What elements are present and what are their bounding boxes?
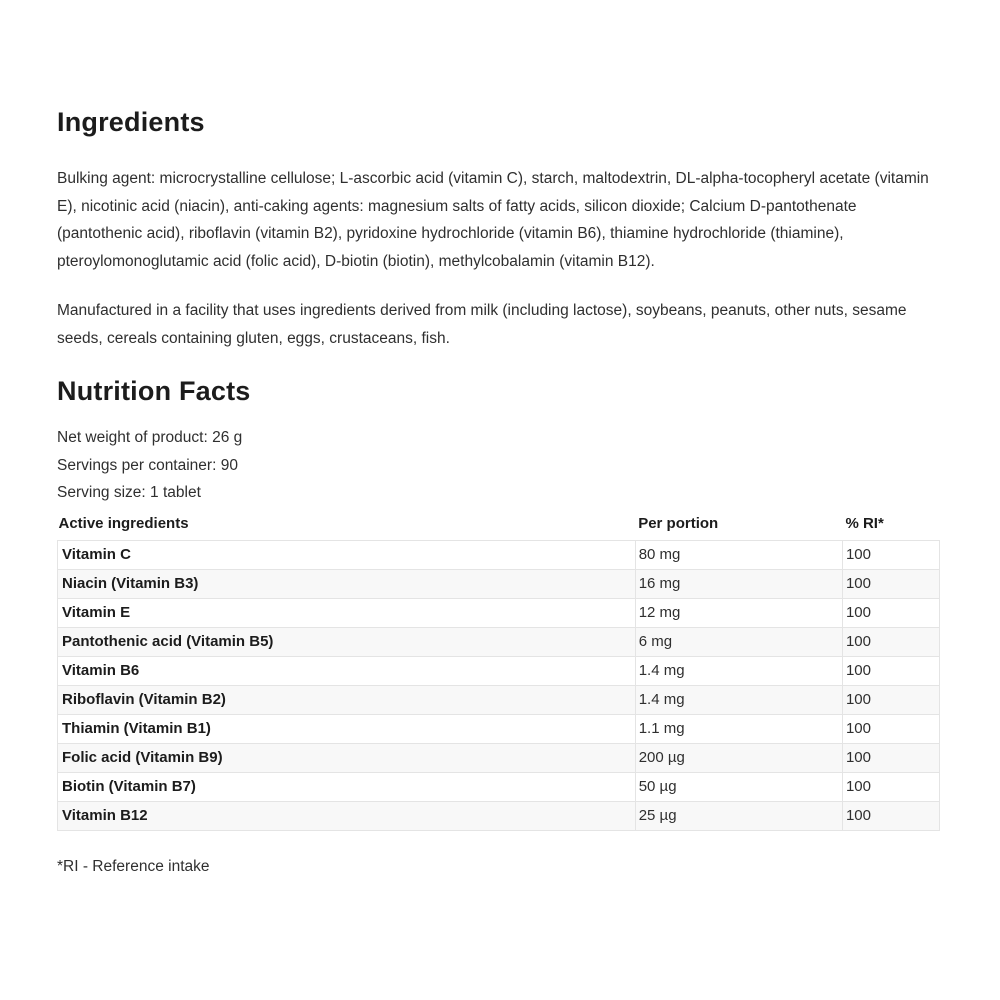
column-header-active-ingredients: Active ingredients bbox=[58, 514, 189, 532]
table-row bbox=[58, 685, 940, 714]
active-ingredients-table-body bbox=[58, 540, 940, 830]
ingredient-name-cell: Thiamin (Vitamin B1) bbox=[58, 714, 636, 743]
table-row bbox=[58, 656, 940, 685]
serving-size-line: Serving size: 1 tablet bbox=[57, 484, 201, 501]
per-portion-cell: 6 mg bbox=[635, 627, 842, 656]
per-portion-cell: 1.4 mg bbox=[635, 656, 842, 685]
ri-percent-cell: 100 bbox=[842, 569, 939, 598]
table-header-row bbox=[58, 511, 940, 541]
per-portion-cell: 12 mg bbox=[635, 598, 842, 627]
table-row bbox=[58, 540, 940, 569]
ri-footnote: *RI - Reference intake bbox=[57, 857, 210, 875]
nutrition-facts-section bbox=[57, 374, 940, 880]
column-header-percent-ri: % RI* bbox=[845, 514, 884, 532]
table-row bbox=[58, 627, 940, 656]
nutrition-facts-title: Nutrition Facts bbox=[57, 376, 251, 406]
ingredient-name-cell: Pantothenic acid (Vitamin B5) bbox=[58, 627, 636, 656]
table-row bbox=[58, 569, 940, 598]
ingredient-name-cell: Vitamin B12 bbox=[58, 801, 636, 830]
table-row bbox=[58, 801, 940, 830]
table-row bbox=[58, 714, 940, 743]
ri-percent-cell: 100 bbox=[842, 627, 939, 656]
ri-percent-cell: 100 bbox=[842, 598, 939, 627]
ri-percent-cell: 100 bbox=[842, 656, 939, 685]
ingredient-name-cell: Vitamin E bbox=[58, 598, 636, 627]
ingredients-title: Ingredients bbox=[57, 107, 205, 137]
per-portion-cell: 1.1 mg bbox=[635, 714, 842, 743]
table-row bbox=[58, 598, 940, 627]
table-row bbox=[58, 743, 940, 772]
allergen-paragraph: Manufactured in a facility that uses ingredients derived from milk (including lactose), soybeans, peanuts, other nuts, sesame seeds, cereals containing gluten, eggs, crustaceans, fish. bbox=[57, 302, 907, 347]
column-header-per-portion: Per portion bbox=[638, 514, 719, 532]
ri-percent-cell: 100 bbox=[842, 743, 939, 772]
ingredient-name-cell: Riboflavin (Vitamin B2) bbox=[58, 685, 636, 714]
per-portion-cell: 1.4 mg bbox=[635, 685, 842, 714]
servings-per-container-line: Servings per container: 90 bbox=[57, 456, 238, 474]
ri-percent-cell: 100 bbox=[842, 772, 939, 801]
net-weight-line: Net weight of product: 26 g bbox=[57, 429, 243, 446]
ri-percent-cell: 100 bbox=[842, 801, 939, 830]
ingredient-name-cell: Folic acid (Vitamin B9) bbox=[58, 743, 636, 772]
ingredients-paragraph: Bulking agent: microcrystalline cellulose; L-ascorbic acid (vitamin C), starch, maltodextrin, DL-alpha-tocopheryl acetate (vitamin E), nicotinic acid (niacin), anti-caking agents: magnesium salts of fatty acids, silicon dioxide; Calcium D-pantothenate (pantothenic acid), riboflavin (vitamin B2), pyridoxine hydrochloride (vitamin B6), thiamine hydrochloride (thiamine), pteroylomonoglutamic acid (folic acid), D-biotin (biotin), methylcobalamin (vitamin B12). bbox=[57, 170, 929, 270]
active-ingredients-table bbox=[57, 511, 940, 831]
ingredients-section bbox=[57, 105, 940, 352]
ingredient-name-cell: Biotin (Vitamin B7) bbox=[58, 772, 636, 801]
ri-percent-cell: 100 bbox=[842, 685, 939, 714]
per-portion-cell: 16 mg bbox=[635, 569, 842, 598]
ingredient-name-cell: Vitamin B6 bbox=[58, 656, 636, 685]
per-portion-cell: 25 µg bbox=[635, 801, 842, 830]
ingredient-name-cell: Vitamin C bbox=[58, 540, 636, 569]
table-row bbox=[58, 772, 940, 801]
ingredient-name-cell: Niacin (Vitamin B3) bbox=[58, 569, 636, 598]
per-portion-cell: 200 µg bbox=[635, 743, 842, 772]
per-portion-cell: 50 µg bbox=[635, 772, 842, 801]
ri-percent-cell: 100 bbox=[842, 540, 939, 569]
per-portion-cell: 80 mg bbox=[635, 540, 842, 569]
ri-percent-cell: 100 bbox=[842, 714, 939, 743]
